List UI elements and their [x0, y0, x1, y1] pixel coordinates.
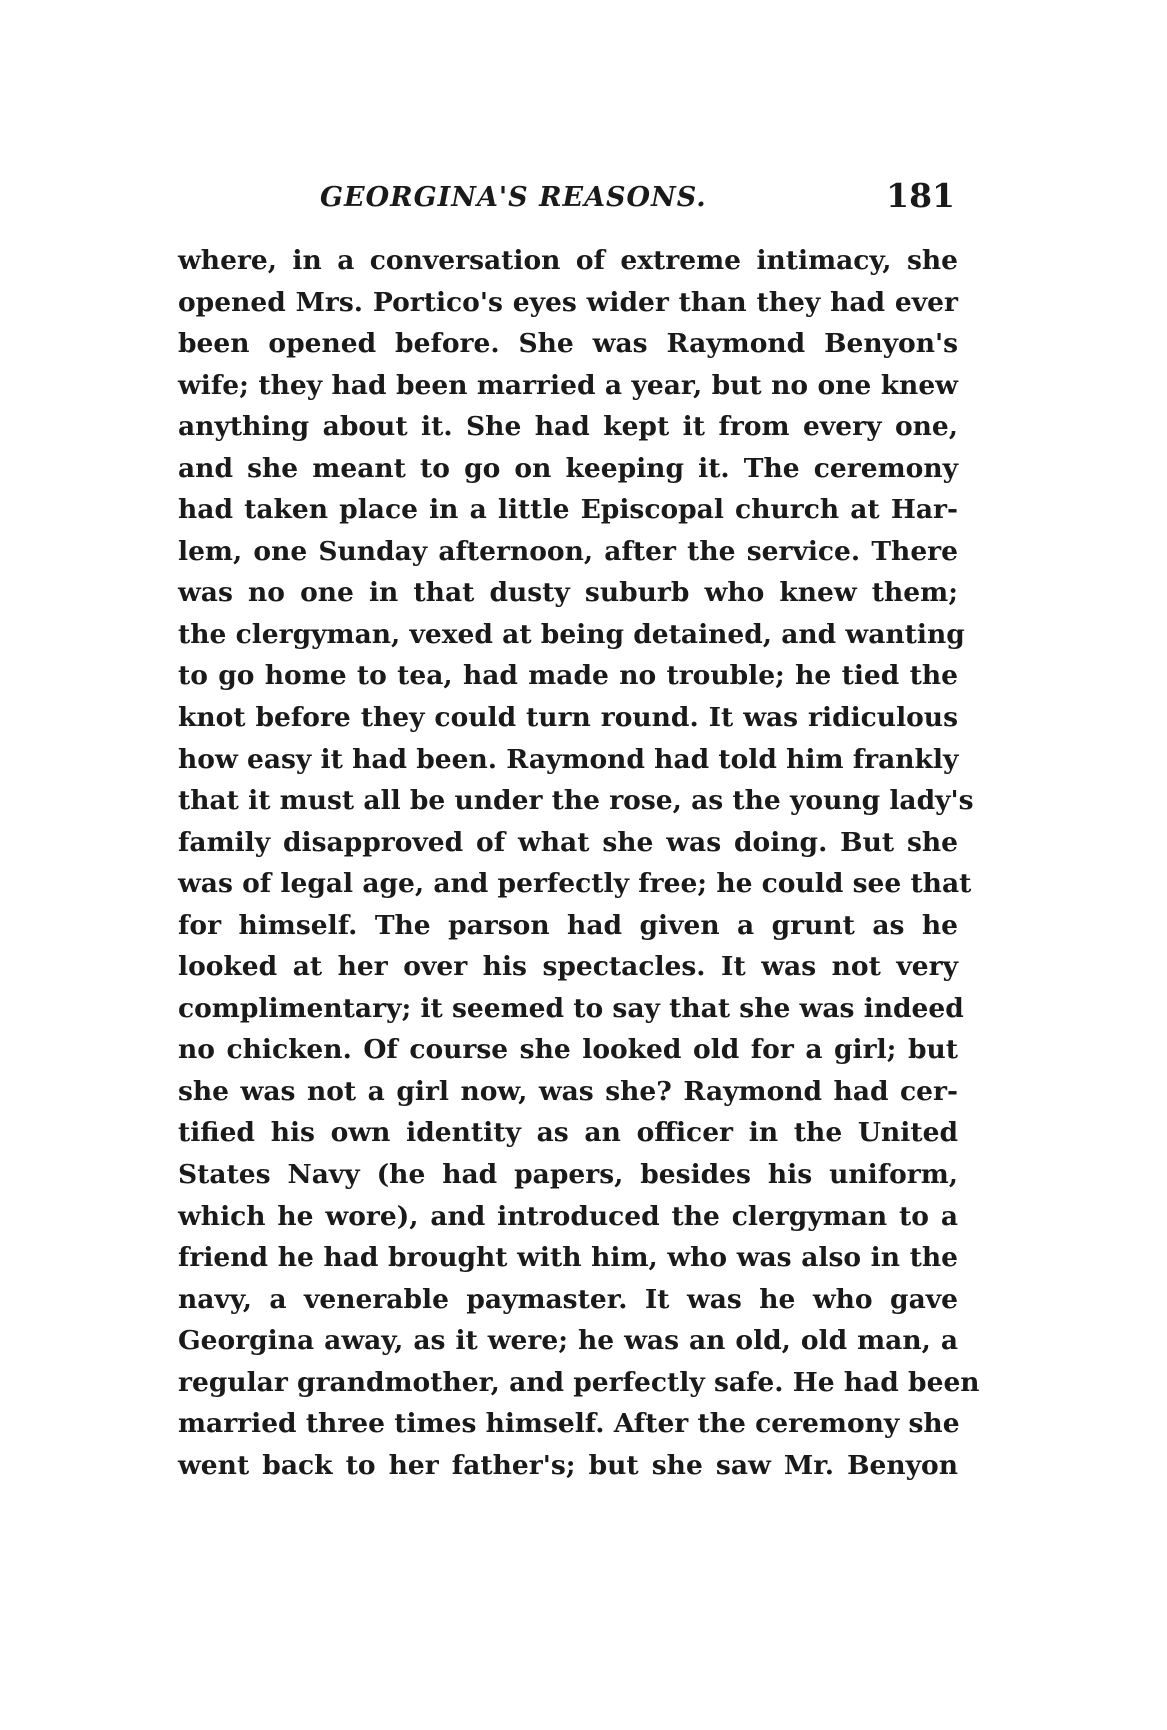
text-line: States Navy (he had papers, besides his uniform,	[178, 1159, 958, 1191]
text-line: knot before they could turn round. It was ridiculous	[178, 702, 958, 734]
text-line: family disapproved of what she was doing. But she	[178, 826, 958, 858]
text-line: the clergyman, vexed at being detained, and wanting	[178, 618, 965, 650]
text-line: to go home to tea, had made no trouble; he tied the	[178, 660, 958, 692]
text-line: complimentary; it seemed to say that she was indeed	[178, 992, 964, 1024]
text-line: which he wore), and introduced the clergyman to a	[178, 1200, 958, 1232]
text-line: navy, a venerable paymaster. It was he who gave	[178, 1283, 958, 1315]
text-line: regular grandmother, and perfectly safe. He had been	[178, 1366, 980, 1398]
text-line: went back to her father's; but she saw Mr. Benyon	[178, 1449, 958, 1481]
text-line: where, in a conversation of extreme intimacy, she	[178, 245, 958, 276]
text-line: friend he had brought with him, who was also in the	[178, 1242, 958, 1274]
text-line: had taken place in a little Episcopal church at Har-	[178, 494, 958, 526]
body-text	[178, 240, 980, 1486]
text-line: anything about it. She had kept it from every one,	[178, 411, 958, 443]
running-head	[180, 176, 955, 220]
text-line: been opened before. She was Raymond Benyon's	[178, 328, 958, 360]
page-number: 181	[886, 176, 955, 215]
text-line: opened Mrs. Portico's eyes wider than they had ever	[178, 286, 958, 318]
text-line: married three times himself. After the ceremony she	[178, 1408, 960, 1440]
running-title: GEORGINA'S REASONS.	[320, 182, 707, 213]
text-line: for himself. The parson had given a grunt as he	[178, 909, 958, 941]
text-line: and she meant to go on keeping it. The ceremony	[178, 452, 958, 484]
text-line: looked at her over his spectacles. It was not very	[178, 951, 958, 983]
text-line: how easy it had been. Raymond had told him frankly	[178, 743, 959, 775]
text-line: Georgina away, as it were; he was an old, old man, a	[178, 1325, 958, 1357]
text-line: lem, one Sunday afternoon, after the service. There	[178, 535, 958, 567]
text-line: was no one in that dusty suburb who knew them;	[178, 577, 958, 609]
text-line: was of legal age, and perfectly free; he could see that	[178, 868, 972, 900]
text-line: wife; they had been married a year, but no one knew	[178, 369, 958, 401]
text-line: no chicken. Of course she looked old for a girl; but	[178, 1034, 958, 1066]
text-line: tified his own identity as an officer in the United	[178, 1117, 958, 1149]
text-line: that it must all be under the rose, as the young lady's	[178, 785, 974, 817]
text-line: she was not a girl now, was she? Raymond had cer-	[178, 1075, 958, 1107]
